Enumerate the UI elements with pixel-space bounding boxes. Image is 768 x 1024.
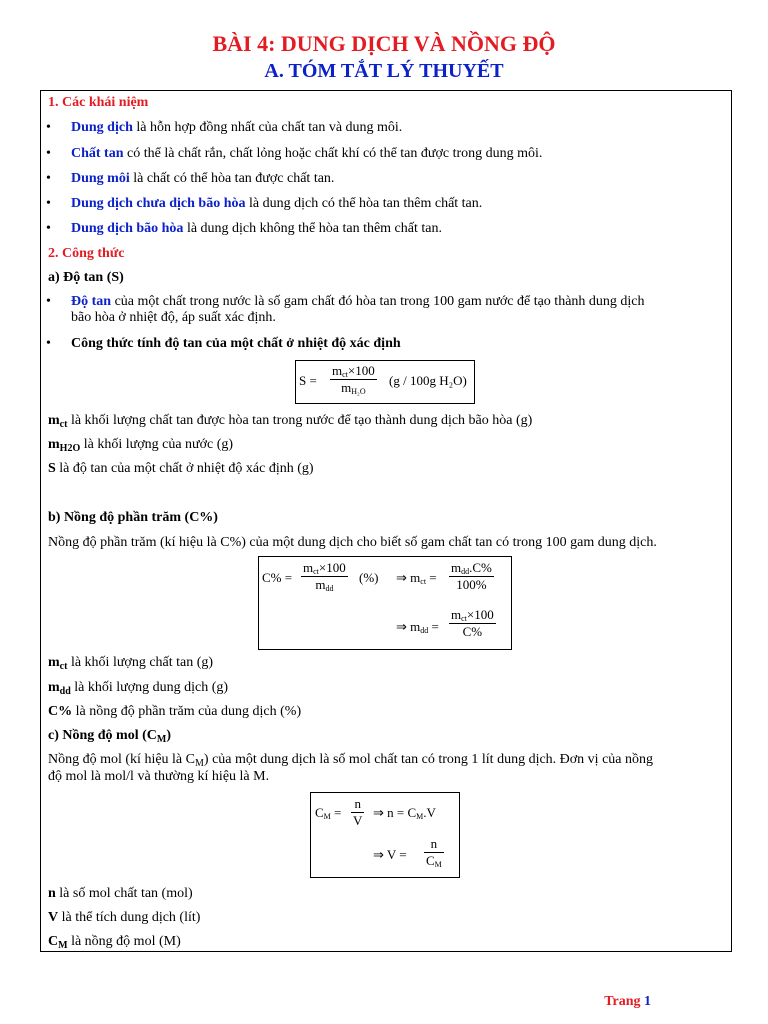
molarity-desc-cont: độ mol là mol/l và thường kí hiệu là M. bbox=[48, 769, 270, 784]
subheading-percent-concentration: b) Nồng độ phần trăm (C%) bbox=[48, 510, 218, 525]
concept-item: Dung dịch bão hòa là dung dịch không thể hòa tan thêm chất tan. bbox=[71, 221, 442, 236]
definition-s: S là độ tan của một chất ở nhiệt độ xác định (g) bbox=[48, 461, 314, 476]
bullet-icon: • bbox=[46, 146, 51, 161]
formula-arrow-mct: ⇒ mct = bbox=[396, 570, 437, 586]
definition-mct: $m_{ct}$ là khối lượng chất tan được hòa tan trong nước để tạo thành dung dịch bão hòa (g) bbox=[48, 413, 533, 430]
solubility-formula-label: Công thức tính độ tan của một chất ở nhiệt độ xác định bbox=[71, 336, 401, 351]
definition-mct: $m_{ct}$ là khối lượng chất tan (g) bbox=[48, 655, 214, 672]
formula-lhs: C% = bbox=[262, 570, 293, 585]
formula-fraction: $\frac{n}{V}$ bbox=[353, 796, 363, 828]
section-title: A. TÓM TẮT LÝ THUYẾT bbox=[264, 60, 504, 82]
solubility-formula bbox=[295, 360, 475, 404]
concept-item: Chất tan có thể là chất rắn, chất lỏng hoặc chất khí có thể tan được trong dung môi. bbox=[71, 146, 543, 161]
bullet-icon: • bbox=[46, 171, 51, 186]
concept-item: Dung dịch là hỗn hợp đồng nhất của chất tan và dung môi. bbox=[71, 120, 403, 135]
definition-v: V là thể tích dung dịch (lít) bbox=[48, 910, 201, 925]
definition-cm: $C_M$ là nồng độ mol (M) bbox=[48, 934, 181, 951]
subheading-solubility: a) Độ tan (S) bbox=[48, 270, 124, 285]
definition-mh2o: $m_{H2O}$ là khối lượng của nước (g) bbox=[48, 437, 234, 454]
concept-item: Dung môi là chất có thể hòa tan được chất tan. bbox=[71, 171, 335, 186]
molarity-formula bbox=[310, 792, 460, 878]
bullet-icon: • bbox=[46, 294, 51, 309]
formula-fraction: mct×100 C% bbox=[451, 607, 494, 639]
formula-arrow-n: ⇒ n = CM.V bbox=[373, 805, 436, 821]
definition-n: n là số mol chất tan (mol) bbox=[48, 886, 193, 901]
concept-item: Dung dịch chưa dịch bão hòa là dung dịch có thể hòa tan thêm chất tan. bbox=[71, 196, 483, 211]
definition-mdd: $m_{dd}$ là khối lượng dung dịch (g) bbox=[48, 680, 229, 697]
formula-unit: (g / 100g H₂O) bbox=[389, 373, 467, 388]
formula-arrow-v: ⇒ V = bbox=[373, 847, 407, 862]
page-number: Trang 1 bbox=[604, 994, 651, 1009]
bullet-icon: • bbox=[46, 120, 51, 135]
bullet-icon: • bbox=[46, 221, 51, 236]
section-heading-formulas: 2. Công thức bbox=[48, 246, 125, 261]
solubility-definition-cont: bão hòa ở nhiệt độ, áp suất xác định. bbox=[71, 310, 276, 325]
formula-fraction: mct×100 mdd bbox=[303, 560, 346, 593]
formula-arrow-mdd: ⇒ mdd = bbox=[396, 619, 439, 635]
formula-fraction: mdd.C% 100% bbox=[451, 560, 492, 592]
formula-lhs: S = bbox=[299, 373, 317, 388]
percent-formula bbox=[258, 556, 512, 650]
bullet-icon: • bbox=[46, 196, 51, 211]
formula-unit: (%) bbox=[359, 570, 379, 585]
subheading-molarity: c) Nồng độ mol $(C_M)$ bbox=[48, 728, 172, 745]
percent-concentration-desc: Nồng độ phần trăm (kí hiệu là C%) của một dung dịch cho biết số gam chất tan có trong 100 gam dung dịch. bbox=[48, 535, 657, 550]
formula-lhs: CM = bbox=[315, 805, 342, 821]
formula-fraction: $\frac{n}{CM}$ bbox=[426, 836, 442, 869]
solubility-definition: Độ tan của một chất trong nước là số gam chất đó hòa tan trong 100 gam nước để tạo thành dung dịch bbox=[71, 294, 645, 309]
bullet-icon: • bbox=[46, 336, 51, 351]
molarity-desc: Nồng độ mol (kí hiệu là $C_M$) của một dung dịch là số mol chất tan có trong 1 lít dung dịch. Đơn vị của nồng bbox=[48, 752, 653, 769]
definition-cpercent: C% là nồng độ phần trăm của dung dịch (%) bbox=[48, 704, 302, 719]
section-heading-concepts: 1. Các khái niệm bbox=[48, 95, 149, 110]
page-title: BÀI 4: DUNG DỊCH VÀ NỒNG ĐỘ bbox=[212, 31, 556, 56]
formula-fraction: mct×100 mH₂O bbox=[332, 363, 375, 396]
